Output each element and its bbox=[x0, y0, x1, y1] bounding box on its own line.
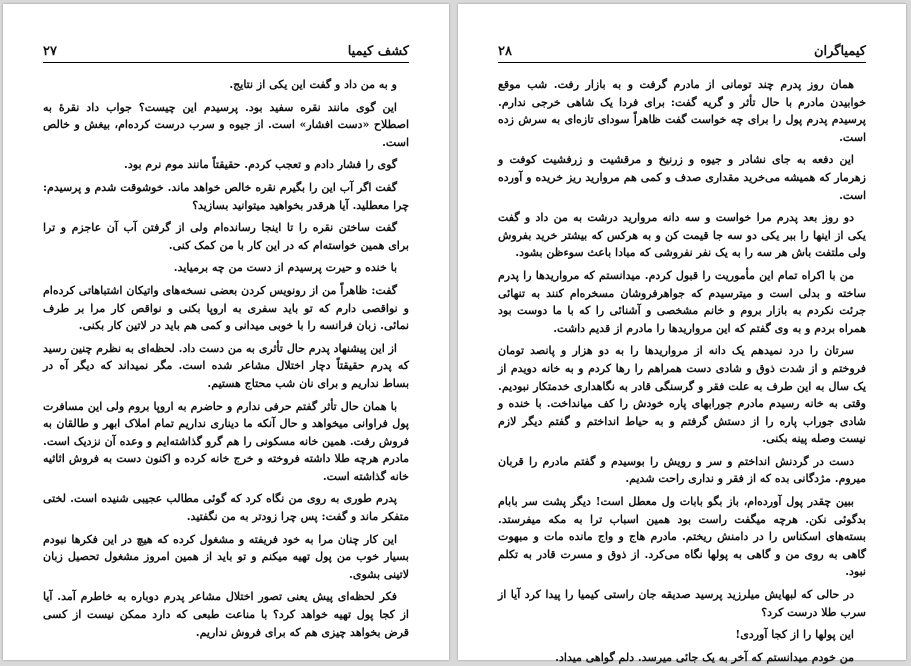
left-page-running-title: کشف کیمیا bbox=[347, 44, 409, 59]
paragraph: من با اکراه تمام این مأموریت را قبول کردم. میدانستم که مرواریدها را پدرم ساخته و بدلی است و میترسیدم که جواهرفروشان مسخره‌ام کنند به تنهائی جرئت نکردم به بازار بروم و خانم مشخصی و آشنائی را که با ما دوست بود همراه بردم و به وی گفتم که این مرواریدها را مادرم از قدیم داشت. bbox=[498, 268, 866, 335]
paragraph: سرتان را درد نمیدهم یک دانه از مرواریدها را به دو هزار و پانصد تومان فروختم و از شدت ذوق و شادی دست همراهم را رها کردم و به خانه دویدم از یک سال به این طرف به علت فقر و گرسنگی قادر به نگاهداری خدمتکار نبودیم. وقتی به خانه رسیدم مادرم جورابهای پاره خودش را کف میانداخت. با خنده و شادی جوراب پاره را از دستش گرفتم و به حیاط انداختم و گفتم دیگر لازم نیست وصله پینه بکنی. bbox=[498, 344, 866, 446]
right-page-body bbox=[498, 76, 866, 664]
left-page-number: ۲۷ bbox=[43, 44, 57, 59]
paragraph: این دفعه به جای نشادر و جیوه و زرنیخ و مرقشیت و زرفشیت کوفت و زهرمار که همیشه می‌خرید مقداری صدف و کمی هم مروارید ریز خریده و آورده است. bbox=[498, 153, 866, 202]
right-page-running-title: کیمیاگران bbox=[813, 44, 866, 59]
right-page bbox=[458, 4, 906, 664]
paragraph: من خودم میدانستم که آخر به یک جائی میرسد. دلم گواهی میداد. bbox=[555, 650, 854, 664]
paragraph: گفت: ظاهراً من از رونویس کردن بعضی نسخه‌های واتیکان اشتباهاتی کرده‌ام و نواقصی دارم که تو باید سفری به اروپا بکنی و نواقص کار مرا بر طرف نمائی. زبان فرانسه را با خوبی میدانی و کمی هم باید در لاتین کار بکنی. bbox=[43, 283, 409, 333]
paragraph: و به من داد و گفت این یکی از نتایج. bbox=[229, 78, 397, 91]
left-page bbox=[3, 4, 449, 660]
right-page-number: ۲۸ bbox=[498, 44, 512, 59]
paragraph: همان روز پدرم چند تومانی از مادرم گرفت و به بازار رفت. شب موقع خوابیدن مادرم با حال تأثر و گریه گفت: برای فردا یک شاهی خرجی ندارم. پرسیدم پدرم پول را برای چه خواست گفت ظاهراً سودای تازه‌ای به سرش زده است. bbox=[498, 78, 866, 144]
paragraph: ببین چقدر پول آورده‌ام، باز بگو بابات ول معطل است! دیگر پشت سر بابام بدگوئی نکن. هرچه میگفت راست بود همین اسباب ترا به مکه میفرستد. بسته‌های اسکناس را در دامنش ریختم. مادرم هاج و واج مانده مات و مبهوت گاهی به روی من و گاهی به پولها نگاه می‌کرد. از ذوق و مسرت قادر به تکلم نبود. bbox=[498, 495, 866, 579]
paragraph: با همان حال تأثر گفتم حرفی ندارم و حاضرم به اروپا بروم ولی این مسافرت پول فراوانی میخواهد و حال آنکه ما دیناری نداریم تمام املاک ابهر و طالقان به فروش رفت. همین خانه مسکونی را هم گرو گذاشته‌ایم و وعده آن نزدیک است. مادرم هرچه طلا داشته فروخته و خرج خانه کرده و اکنون دست به فروش اثاثیه خانه گذاشته است. bbox=[43, 399, 409, 483]
paragraph: در حالی که لبهایش میلرزید پرسید صدیقه جان راستی کیمیا را پیدا کرد آیا از سرب طلا درست کرد؟ bbox=[498, 588, 866, 619]
paragraph: از این پیشنهاد پدرم حال تأثری به من دست داد. لحظه‌ای به نظرم چنین رسید که پدرم حقیقتاً دچار اختلال مشاعر شده است. مگر نمیداند که دیگر آه در بساط نداریم و برای نان شب محتاج هستیم. bbox=[43, 341, 409, 390]
paragraph: گفت ساختن نقره را تا اینجا رسانده‌ام ولی از گرفتن آب آن عاجزم و ترا برای همین خواسته‌ام که در این کار با من کمک کنی. bbox=[43, 221, 409, 252]
right-page-header bbox=[498, 44, 866, 63]
paragraph: با خنده و حیرت پرسیدم از دست من چه برمیاید. bbox=[173, 261, 397, 275]
paragraph: گفت اگر آب این را بگیرم نقره خالص خواهد ماند. خوشوقت شدم و پرسیدم: چرا معطلید. آیا هرقدر بخواهید میتوانید بسازید؟ bbox=[43, 180, 409, 212]
paragraph: این کار چنان مرا به خود فریفته و مشغول کرده که هیچ در این فکرها نبودم بسیار خوب من پول تهیه میکنم و تو باید از همین امروز مشغول تحصیل زبان لاتینی بشوی. bbox=[43, 532, 409, 581]
paragraph: گوی را فشار دادم و تعجب کردم. حقیقتاً مانند موم نرم بود. bbox=[124, 158, 397, 172]
left-page-header bbox=[43, 44, 409, 63]
paragraph: دو روز بعد پدرم مرا خواست و سه دانه مروارید درشت به من داد و گفت یکی از اینها را ببر یکی دو سه جا قیمت کن و به هرکس که بیشتر خرید بفروش ولی ملتفت باش هر سه را به یک نفر نفروشی که مبادا باعث سوءظن بشود. bbox=[498, 211, 866, 260]
paragraph: دست در گردنش انداختم و سر و رویش را بوسیدم و گفتم مادرم را قربان میروم. مژدگانی بده که از فقر و نداری راحت شدیم. bbox=[498, 454, 866, 486]
paragraph: فکر لحظه‌ای پیش یعنی تصور اختلال مشاعر پدرم دوباره به خاطرم آمد. آیا از کجا پول تهیه خواهد کرد؟ با مناعت طبعی که دارد ممکن نیست از کسی قرض بخواهد چیزی هم که برای فروش نداریم. bbox=[43, 590, 409, 639]
paragraph: این گوی مانند نقره سفید بود. پرسیدم این چیست؟ جواب داد نقره‌ٔ به اصطلاح «دست افشار» است. از جیوه و سرب درست کرده‌ام، بیغش و خالص است. bbox=[43, 100, 409, 149]
left-page-body bbox=[43, 76, 409, 640]
paragraph: این پولها را از کجا آوردی! bbox=[735, 628, 854, 642]
paragraph: پدرم طوری به روی من نگاه کرد که گوئی مطالب عجیبی شنیده است. لختی متفکر ماند و گفت: پس چرا زودتر به من نگفتید. bbox=[43, 492, 409, 524]
